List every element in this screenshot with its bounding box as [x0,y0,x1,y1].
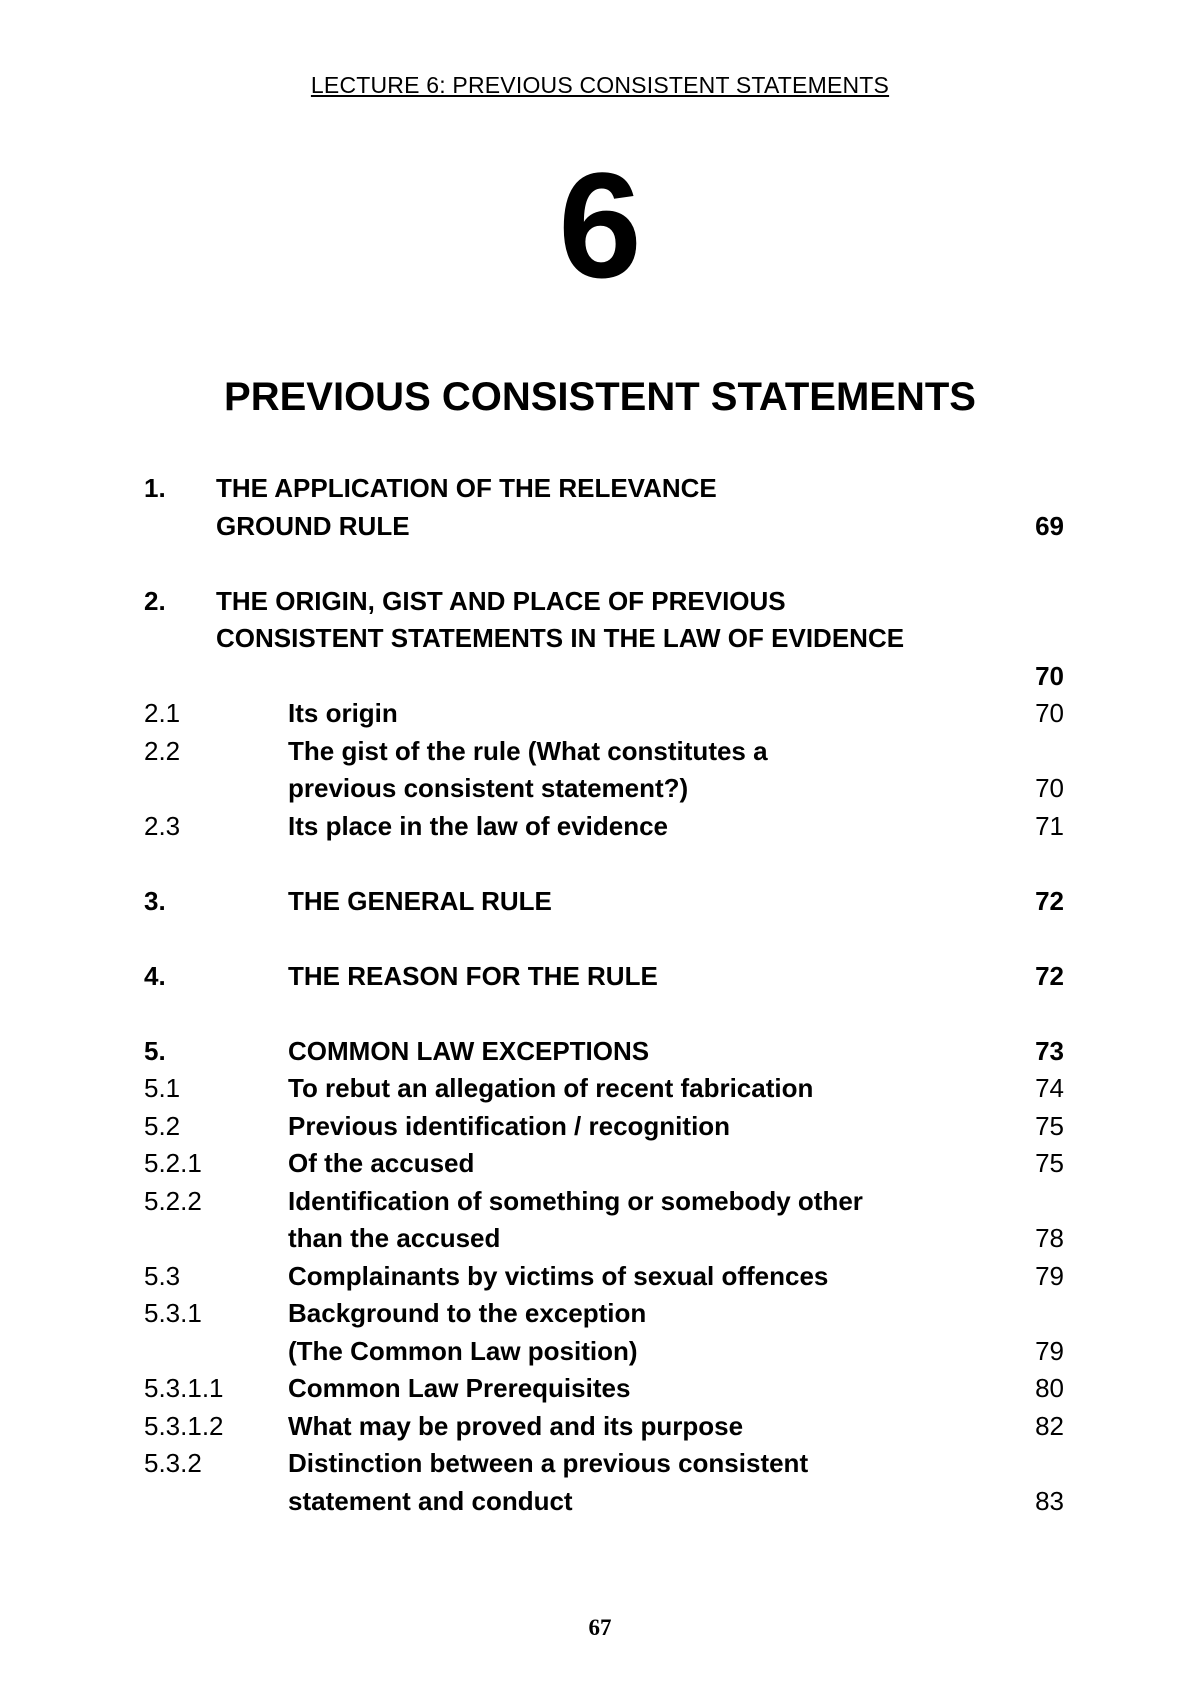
toc-entry-number: 5.2 [144,1110,181,1141]
toc-entry-1 [144,470,1064,508]
toc-entry-text: previous consistent statement?) [288,773,689,803]
toc-entry-page: 83 [1035,1485,1064,1516]
toc-entry-page: 72 [1035,960,1064,991]
toc-entry-2-2 [144,733,1064,771]
toc-entry-number: 1. [144,473,166,503]
toc-entry-text: Previous identification / recognition [288,1110,731,1141]
toc-entry-page: 79 [1035,1335,1064,1366]
toc-entry-5-3-2 [144,1445,1064,1483]
toc-entry-text: statement and conduct [288,1485,573,1516]
toc-entry-text: To rebut an allegation of recent fabrication [288,1073,814,1103]
toc-entry-page: 70 [1035,660,1064,691]
toc-entry-text: Common Law Prerequisites [288,1373,631,1403]
toc-entry-text: Its origin [288,698,398,728]
toc-entry-text: Identification of something or somebody other [288,1185,863,1216]
toc-entry-text: COMMON LAW EXCEPTIONS [288,1035,650,1066]
toc-entry-5-3-1 [144,1295,1064,1333]
toc-entry-5-3-1-1 [144,1370,1064,1408]
toc-entry-number: 2. [144,585,166,616]
toc-entry-text: than the accused [288,1223,501,1253]
toc-entry-5-2-1 [144,1145,1064,1183]
toc-entry-2-3 [144,808,1064,846]
toc-entry-text: THE ORIGIN, GIST AND PLACE OF PREVIOUS [216,585,786,616]
toc-entry-page: 73 [1035,1035,1064,1066]
toc-entry-text: Its place in the law of evidence [288,810,669,841]
toc-entry-text: Complainants by victims of sexual offences [288,1260,829,1291]
toc-entry-number: 4. [144,960,166,991]
toc-entry-text: Background to the exception [288,1298,647,1328]
toc-entry-text: THE REASON FOR THE RULE [288,960,658,991]
toc-entry-3 [144,883,1064,921]
toc-entry-number: 5.3.2 [144,1448,202,1478]
toc-entry-text: GROUND RULE [216,510,410,541]
toc-entry-number: 5.3.1.1 [144,1373,224,1403]
toc-entry-2-1 [144,695,1064,733]
toc-entry-number: 5.2.1 [144,1148,202,1178]
toc-entry-number: 3. [144,885,166,916]
page-number: 67 [588,1615,612,1640]
toc-entry-number: 5. [144,1035,166,1066]
toc-entry-2 [144,583,1064,621]
toc-entry-text: Of the accused [288,1148,475,1178]
toc-entry-number: 5.3.1.2 [144,1410,224,1441]
toc-entry-number: 5.2.2 [144,1185,202,1216]
toc-entry-5-1 [144,1070,1064,1108]
toc-entry-text: Distinction between a previous consistent [288,1448,809,1478]
toc-entry-4 [144,958,1064,996]
running-header: LECTURE 6: PREVIOUS CONSISTENT STATEMENTS [310,72,890,98]
toc-entry-page: 72 [1035,885,1064,916]
toc-entry-page: 78 [1035,1223,1064,1253]
toc-entry-5-2 [144,1108,1064,1146]
toc-entry-text: THE GENERAL RULE [288,885,552,916]
chapter-title: PREVIOUS CONSISTENT STATEMENTS [224,375,976,419]
toc-entry-page: 80 [1035,1373,1064,1403]
toc-entry-text: The gist of the rule (What constitutes a [288,735,768,766]
toc-entry-5 [144,1033,1064,1071]
toc-entry-page: 75 [1035,1148,1064,1178]
toc-entry-number: 5.3.1 [144,1298,202,1328]
toc-entry-text: What may be proved and its purpose [288,1410,744,1441]
toc-entry-number: 5.3 [144,1260,181,1291]
toc-entry-number: 2.1 [144,698,181,728]
toc-entry-number: 2.3 [144,810,181,841]
toc-entry-page: 70 [1035,773,1064,803]
toc-entry-text: CONSISTENT STATEMENTS IN THE LAW OF EVIDENCE [216,623,905,653]
toc-entry-page: 82 [1035,1410,1064,1441]
toc-entry-page: 71 [1035,810,1064,841]
toc-entry-5-3-1-2 [144,1408,1064,1446]
toc-entry-text: THE APPLICATION OF THE RELEVANCE [216,473,717,503]
table-of-contents [144,470,1064,1520]
chapter-number: 6 [558,141,642,309]
toc-entry-page: 74 [1035,1073,1064,1103]
toc-entry-page: 79 [1035,1260,1064,1291]
toc-entry-5-2-2 [144,1183,1064,1221]
toc-entry-page: 70 [1035,698,1064,728]
toc-entry-page: 69 [1035,510,1064,541]
toc-entry-number: 2.2 [144,735,181,766]
toc-entry-page: 75 [1035,1110,1064,1141]
toc-entry-number: 5.1 [144,1073,181,1103]
toc-entry-5-3 [144,1258,1064,1296]
toc-entry-text: (The Common Law position) [288,1335,638,1366]
